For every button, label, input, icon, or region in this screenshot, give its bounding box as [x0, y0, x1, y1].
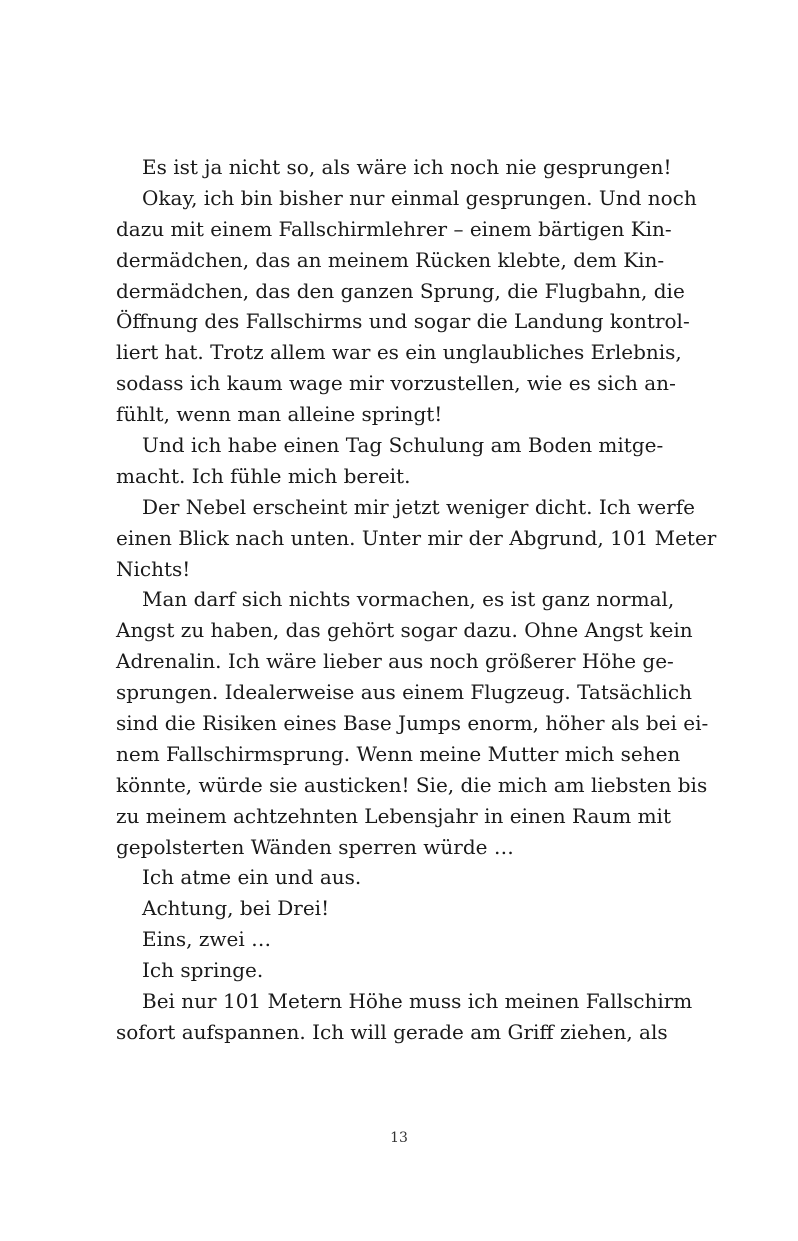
paragraph [116, 955, 656, 986]
text-line: nem Fallschirmsprung. Wenn meine Mutter mich sehen [116, 741, 681, 766]
text-line: Ich springe. [142, 958, 264, 983]
body-text [116, 152, 717, 1048]
text-line: könnte, würde sie austicken! Sie, die mich am liebsten bis [116, 772, 708, 797]
paragraph [116, 183, 697, 430]
text-line: Man darf sich nichts vormachen, es ist ganz normal, [142, 587, 675, 612]
text-line: Achtung, bei Drei! [142, 896, 330, 921]
paragraph [116, 584, 709, 862]
paragraph [116, 430, 664, 492]
text-line: gepolsterten Wänden sperren würde … [116, 834, 514, 859]
text-line: einen Blick nach unten. Unter mir der Abgrund, 101 Meter [116, 525, 717, 550]
text-line: Bei nur 101 Metern Höhe muss ich meinen Fallschirm [142, 989, 693, 1014]
paragraph [116, 924, 656, 955]
text-line: Nichts! [116, 556, 191, 581]
paragraph [116, 492, 717, 585]
text-line: sind die Risiken eines Base Jumps enorm, höher als bei ei- [116, 711, 709, 736]
text-line: Angst zu haben, das gehört sogar dazu. Ohne Angst kein [116, 618, 693, 643]
paragraph [116, 862, 656, 893]
text-line: macht. Ich fühle mich bereit. [116, 463, 411, 488]
text-line: sodass ich kaum wage mir vorzustellen, wie es sich an- [116, 371, 676, 396]
paragraph [116, 152, 672, 183]
text-line: Und ich habe einen Tag Schulung am Boden mitge- [142, 433, 664, 458]
text-line: sprungen. Idealerweise aus einem Flugzeug. Tatsächlich [116, 680, 693, 705]
text-line: dazu mit einem Fallschirmlehrer – einem bärtigen Kin- [116, 216, 672, 241]
paragraph [116, 986, 693, 1048]
text-line: sofort aufspannen. Ich will gerade am Griff ziehen, als [116, 1019, 668, 1044]
text-line: Es ist ja nicht so, als wäre ich noch nie gesprungen! [142, 155, 672, 179]
text-line: Adrenalin. Ich wäre lieber aus noch größerer Höhe ge- [116, 649, 674, 674]
text-line: Der Nebel erscheint mir jetzt weniger dicht. Ich werfe [142, 494, 695, 519]
text-line: fühlt, wenn man alleine springt! [116, 402, 443, 427]
text-line: Eins, zwei … [142, 927, 272, 952]
text-line: dermädchen, das an meinem Rücken klebte, dem Kin- [116, 247, 665, 272]
text-line: Öffnung des Fallschirms und sogar die Landung kontrol- [116, 309, 690, 334]
paragraph [116, 893, 656, 924]
text-line: liert hat. Trotz allem war es ein unglaubliches Erlebnis, [116, 340, 682, 365]
page-number: 13 [390, 1130, 408, 1146]
text-line: Ich atme ein und aus. [142, 865, 362, 890]
text-line: dermädchen, das den ganzen Sprung, die Flugbahn, die [116, 278, 685, 303]
text-line: zu meinem achtzehnten Lebensjahr in einen Raum mit [116, 803, 671, 828]
text-line: Okay, ich bin bisher nur einmal gesprungen. Und noch [142, 185, 697, 210]
